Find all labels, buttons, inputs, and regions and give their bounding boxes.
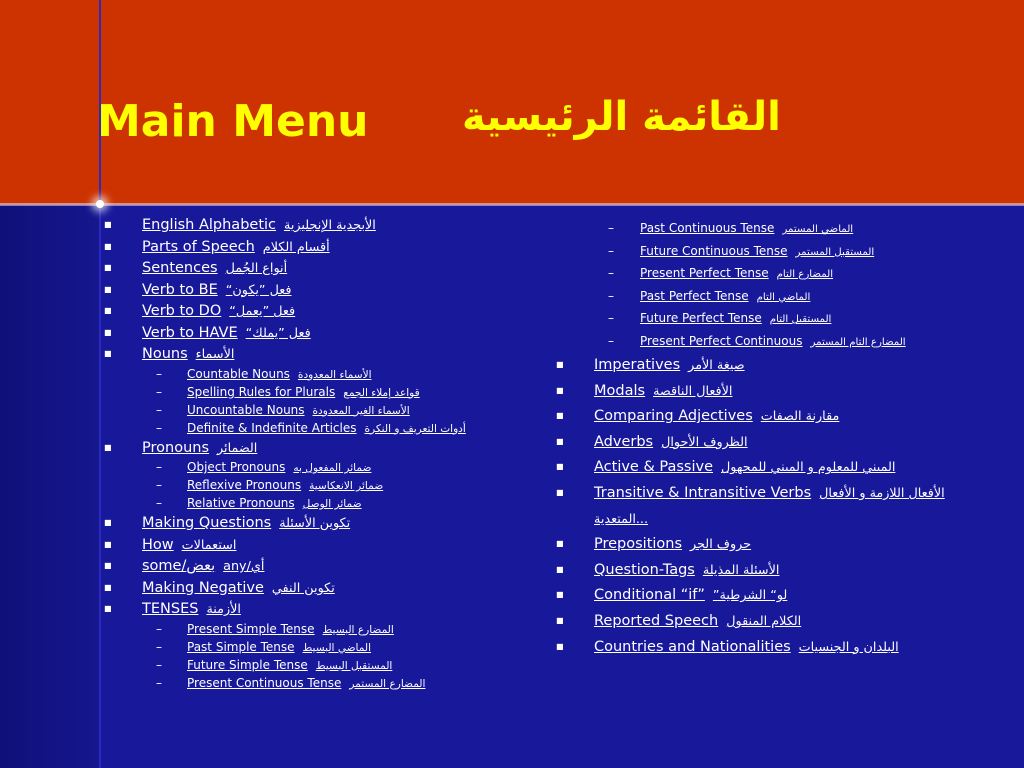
menu-label-en: Countries and Nationalities	[594, 638, 791, 655]
menu-label-en: Reported Speech	[594, 612, 719, 629]
menu-item-some	[104, 556, 544, 578]
menu-link-comparing-adjectives[interactable]	[594, 408, 839, 424]
menu-item-prepositions	[556, 532, 996, 558]
menu-item-how	[104, 535, 544, 557]
menu-item-past-simple-tense	[104, 639, 544, 657]
menu-item-present-perfect-continuous	[556, 331, 996, 354]
menu-label-en: TENSES	[142, 601, 199, 617]
menu-label-en: Modals	[594, 382, 646, 399]
menu-label-ar: تكوين الأسئلة	[279, 516, 351, 531]
menu-label-ar: المستقبل التام	[769, 314, 832, 325]
menu-label-en: Object Pronouns	[187, 460, 286, 474]
menu-link-verb-to-be[interactable]	[142, 282, 291, 298]
menu-label-en: Active & Passive	[594, 459, 713, 476]
menu-item-spelling-rules-for-plurals	[104, 384, 544, 402]
left-decorative-band	[0, 205, 100, 768]
menu-link-present-continuous-tense[interactable]	[187, 676, 425, 690]
menu-item-conditional-if	[556, 583, 996, 609]
menu-link-transitive-intransitive-verbs[interactable]	[594, 485, 945, 527]
menu-link-english-alphabetic[interactable]	[142, 217, 376, 233]
menu-label-en: Countable Nouns	[187, 366, 290, 381]
menu-link-tenses[interactable]	[142, 601, 241, 617]
menu-label-ar: ضمائر المفعول به	[293, 462, 372, 474]
menu-link-some[interactable]	[142, 558, 264, 574]
menu-link-reported-speech[interactable]	[594, 613, 801, 629]
menu-item-english-alphabetic	[104, 215, 544, 237]
menu-label-en: Future Simple Tense	[187, 657, 308, 672]
menu-link-parts-of-speech[interactable]	[142, 239, 330, 255]
menu-label-en: Making Negative	[142, 579, 264, 596]
menu-link-sentences[interactable]	[142, 260, 287, 276]
menu-link-adverbs[interactable]	[594, 434, 748, 450]
menu-link-countable-nouns[interactable]	[187, 367, 372, 381]
menu-label-en: Question-Tags	[594, 561, 695, 578]
menu-column-left	[104, 215, 544, 693]
menu-label-en: Present Simple Tense	[187, 621, 315, 636]
menu-item-present-continuous-tense	[104, 675, 544, 693]
menu-label-en: Parts of Speech	[142, 238, 255, 255]
menu-link-countries-and-nationalities[interactable]	[594, 639, 899, 655]
menu-link-question-tags[interactable]	[594, 562, 779, 578]
menu-link-past-continuous-tense[interactable]	[640, 221, 853, 235]
menu-label-ar: قواعد إملاء الجمع	[343, 386, 420, 399]
menu-label-ar: استعمالات	[181, 537, 237, 553]
menu-item-future-continuous-tense	[556, 241, 996, 264]
menu-label-ar: الأفعال اللازمة و الأفعال المتعدية...	[594, 485, 945, 527]
menu-link-reflexive-pronouns[interactable]	[187, 478, 383, 492]
menu-link-nouns[interactable]	[142, 346, 234, 362]
menu-item-object-pronouns	[104, 459, 544, 477]
menu-label-en: Verb to DO	[142, 303, 222, 319]
menu-item-past-continuous-tense	[556, 218, 996, 241]
menu-link-pronouns[interactable]	[142, 440, 257, 456]
menu-label-en: Relative Pronouns	[187, 496, 295, 510]
menu-item-countable-nouns	[104, 366, 544, 384]
menu-link-future-simple-tense[interactable]	[187, 658, 392, 672]
menu-link-spelling-rules-for-plurals[interactable]	[187, 385, 420, 399]
menu-label-en: Present Perfect Continuous	[640, 333, 803, 348]
menu-item-countries-and-nationalities	[556, 635, 996, 661]
menu-item-future-perfect-tense	[556, 308, 996, 331]
menu-label-ar: الأبجدية الإنجليزية	[284, 218, 376, 233]
menu-link-modals[interactable]	[594, 383, 732, 399]
page-title: Main Menu	[97, 96, 369, 147]
menu-item-transitive-intransitive-verbs	[556, 481, 956, 532]
menu-label-ar: ضمائر الوصل	[302, 498, 362, 510]
menu-link-present-simple-tense[interactable]	[187, 622, 394, 636]
menu-item-making-questions	[104, 513, 544, 535]
menu-link-future-continuous-tense[interactable]	[640, 244, 874, 258]
menu-label-ar: تكوين النفي	[271, 580, 335, 596]
menu-item-question-tags	[556, 558, 996, 584]
menu-label-ar: الأسماء الغير المعدودة	[312, 404, 410, 417]
menu-item-verb-to-be	[104, 280, 544, 302]
menu-label-en: Past Continuous Tense	[640, 221, 775, 235]
menu-link-how[interactable]	[142, 537, 236, 553]
menu-label-en: Definite & Indefinite Articles	[187, 420, 357, 435]
menu-label-ar: الأزمنة	[206, 602, 241, 617]
menu-item-active-passive	[556, 455, 996, 481]
menu-label-en: Verb to HAVE	[142, 324, 238, 341]
menu-label-ar: “فعل ”يملك	[245, 325, 311, 341]
menu-link-verb-to-do[interactable]	[142, 303, 295, 319]
menu-item-verb-to-have	[104, 323, 544, 345]
menu-label-ar: any/أي	[223, 559, 265, 574]
menu-link-present-perfect-tense[interactable]	[640, 266, 833, 280]
menu-link-verb-to-have[interactable]	[142, 325, 311, 341]
menu-label-ar: ”لو“ الشرطية	[712, 588, 788, 604]
menu-label-en: Nouns	[142, 346, 188, 362]
menu-item-imperatives	[556, 353, 996, 379]
menu-label-ar: حروف الجر	[690, 537, 752, 553]
menu-label-en: Past Perfect Tense	[640, 288, 749, 303]
menu-label-ar: المبني للمعلوم و المبني للمجهول	[721, 460, 896, 476]
menu-label-ar: المضارع البسيط	[322, 623, 394, 636]
menu-label-ar: أدوات التعريف و النكرة	[364, 422, 466, 435]
menu-item-reflexive-pronouns	[104, 477, 544, 495]
menu-label-ar: الأفعال الناقصة	[653, 383, 733, 399]
menu-list-left	[104, 215, 544, 693]
menu-link-uncountable-nouns[interactable]	[187, 403, 410, 417]
menu-label-ar: الكلام المنقول	[726, 613, 802, 629]
menu-item-parts-of-speech	[104, 237, 544, 259]
menu-link-making-questions[interactable]	[142, 515, 350, 531]
menu-link-imperatives[interactable]	[594, 357, 745, 373]
menu-label-ar: الضمائر	[217, 440, 258, 456]
menu-label-ar: المضارع التام المستمر	[810, 336, 906, 348]
menu-item-past-perfect-tense	[556, 286, 996, 309]
menu-label-ar: صيغة الأمر	[688, 358, 745, 373]
menu-label-en: Pronouns	[142, 439, 209, 456]
menu-label-ar: مقارنة الصفات	[760, 409, 840, 425]
menu-item-sentences	[104, 258, 544, 280]
menu-link-definite-indefinite-articles[interactable]	[187, 421, 466, 435]
menu-label-en: English Alphabetic	[142, 217, 277, 233]
menu-link-prepositions[interactable]	[594, 536, 751, 552]
menu-item-adverbs	[556, 430, 996, 456]
menu-item-nouns	[104, 344, 544, 366]
menu-label-ar: المضارع المستمر	[349, 677, 426, 690]
menu-label-en: Future Perfect Tense	[640, 311, 762, 325]
menu-label-en: Spelling Rules for Plurals	[187, 384, 336, 399]
menu-link-present-perfect-continuous[interactable]	[640, 334, 906, 348]
menu-label-ar: المستقبل المستمر	[795, 246, 875, 258]
menu-label-ar: البلدان و الجنسيات	[798, 639, 899, 655]
menu-label-ar: الماضي البسيط	[302, 641, 372, 654]
menu-item-tenses	[104, 599, 544, 621]
menu-label-en: Present Continuous Tense	[187, 675, 342, 690]
menu-label-en: Prepositions	[594, 536, 683, 553]
menu-item-comparing-adjectives	[556, 404, 996, 430]
menu-item-definite-indefinite-articles	[104, 420, 544, 438]
menu-label-ar: أقسام الكلام	[262, 239, 330, 255]
menu-link-relative-pronouns[interactable]	[187, 496, 362, 510]
menu-label-ar: “فعل ”يكون	[225, 282, 292, 298]
menu-label-en: Future Continuous Tense	[640, 243, 788, 258]
menu-label-en: Imperatives	[594, 357, 681, 373]
menu-item-verb-to-do	[104, 301, 544, 323]
menu-item-reported-speech	[556, 609, 996, 635]
menu-link-making-negative[interactable]	[142, 580, 335, 596]
menu-label-en: Verb to BE	[142, 281, 218, 298]
menu-label-en: Making Questions	[142, 515, 272, 531]
menu-item-present-perfect-tense	[556, 263, 996, 286]
menu-label-en: Transitive & Intransitive Verbs	[594, 484, 812, 501]
menu-label-en: Conditional “if”	[594, 587, 705, 604]
menu-label-ar: الأسماء	[195, 347, 235, 362]
menu-item-relative-pronouns	[104, 495, 544, 513]
menu-label-en: Adverbs	[594, 433, 654, 450]
menu-link-past-simple-tense[interactable]	[187, 640, 371, 654]
menu-link-object-pronouns[interactable]	[187, 460, 371, 474]
menu-label-ar: ضمائر الانعكاسية	[309, 480, 384, 492]
menu-label-ar: الأسئلة المذيلة	[702, 562, 780, 578]
menu-item-making-negative	[104, 578, 544, 600]
menu-label-en: Present Perfect Tense	[640, 266, 769, 280]
menu-column-right	[556, 218, 996, 660]
menu-label-en: Comparing Adjectives	[594, 408, 753, 425]
menu-item-present-simple-tense	[104, 621, 544, 639]
menu-link-future-perfect-tense[interactable]	[640, 311, 831, 325]
menu-label-ar: المستقبل البسيط	[315, 659, 393, 672]
menu-list-right	[556, 218, 996, 660]
menu-label-ar: الماضي التام	[756, 291, 811, 303]
menu-item-pronouns	[104, 438, 544, 460]
page-title-arabic: القائمة الرئيسية	[462, 94, 781, 140]
menu-item-uncountable-nouns	[104, 402, 544, 420]
menu-label-ar: الأسماء المعدودة	[297, 368, 372, 381]
menu-label-en: How	[142, 536, 174, 553]
menu-link-conditional-if[interactable]	[594, 587, 787, 603]
menu-item-future-simple-tense	[104, 657, 544, 675]
menu-label-en: Sentences	[142, 260, 218, 276]
menu-label-en: some/بعض	[142, 558, 216, 574]
menu-label-en: Past Simple Tense	[187, 639, 295, 654]
menu-label-en: Reflexive Pronouns	[187, 478, 302, 492]
menu-label-ar: المضارع التام	[776, 269, 834, 280]
menu-link-active-passive[interactable]	[594, 459, 895, 475]
menu-link-past-perfect-tense[interactable]	[640, 289, 810, 303]
menu-label-ar: أنواع الجُمل	[225, 261, 288, 276]
horizontal-divider-line	[0, 203, 1024, 206]
menu-label-ar: الماضي المستمر	[782, 224, 854, 235]
sparkle-decoration	[96, 200, 104, 208]
menu-label-ar: الظروف الأحوال	[661, 434, 748, 450]
menu-label-en: Uncountable Nouns	[187, 402, 305, 417]
menu-label-ar: “فعل ”يعمل	[229, 304, 296, 319]
menu-item-modals	[556, 379, 996, 405]
